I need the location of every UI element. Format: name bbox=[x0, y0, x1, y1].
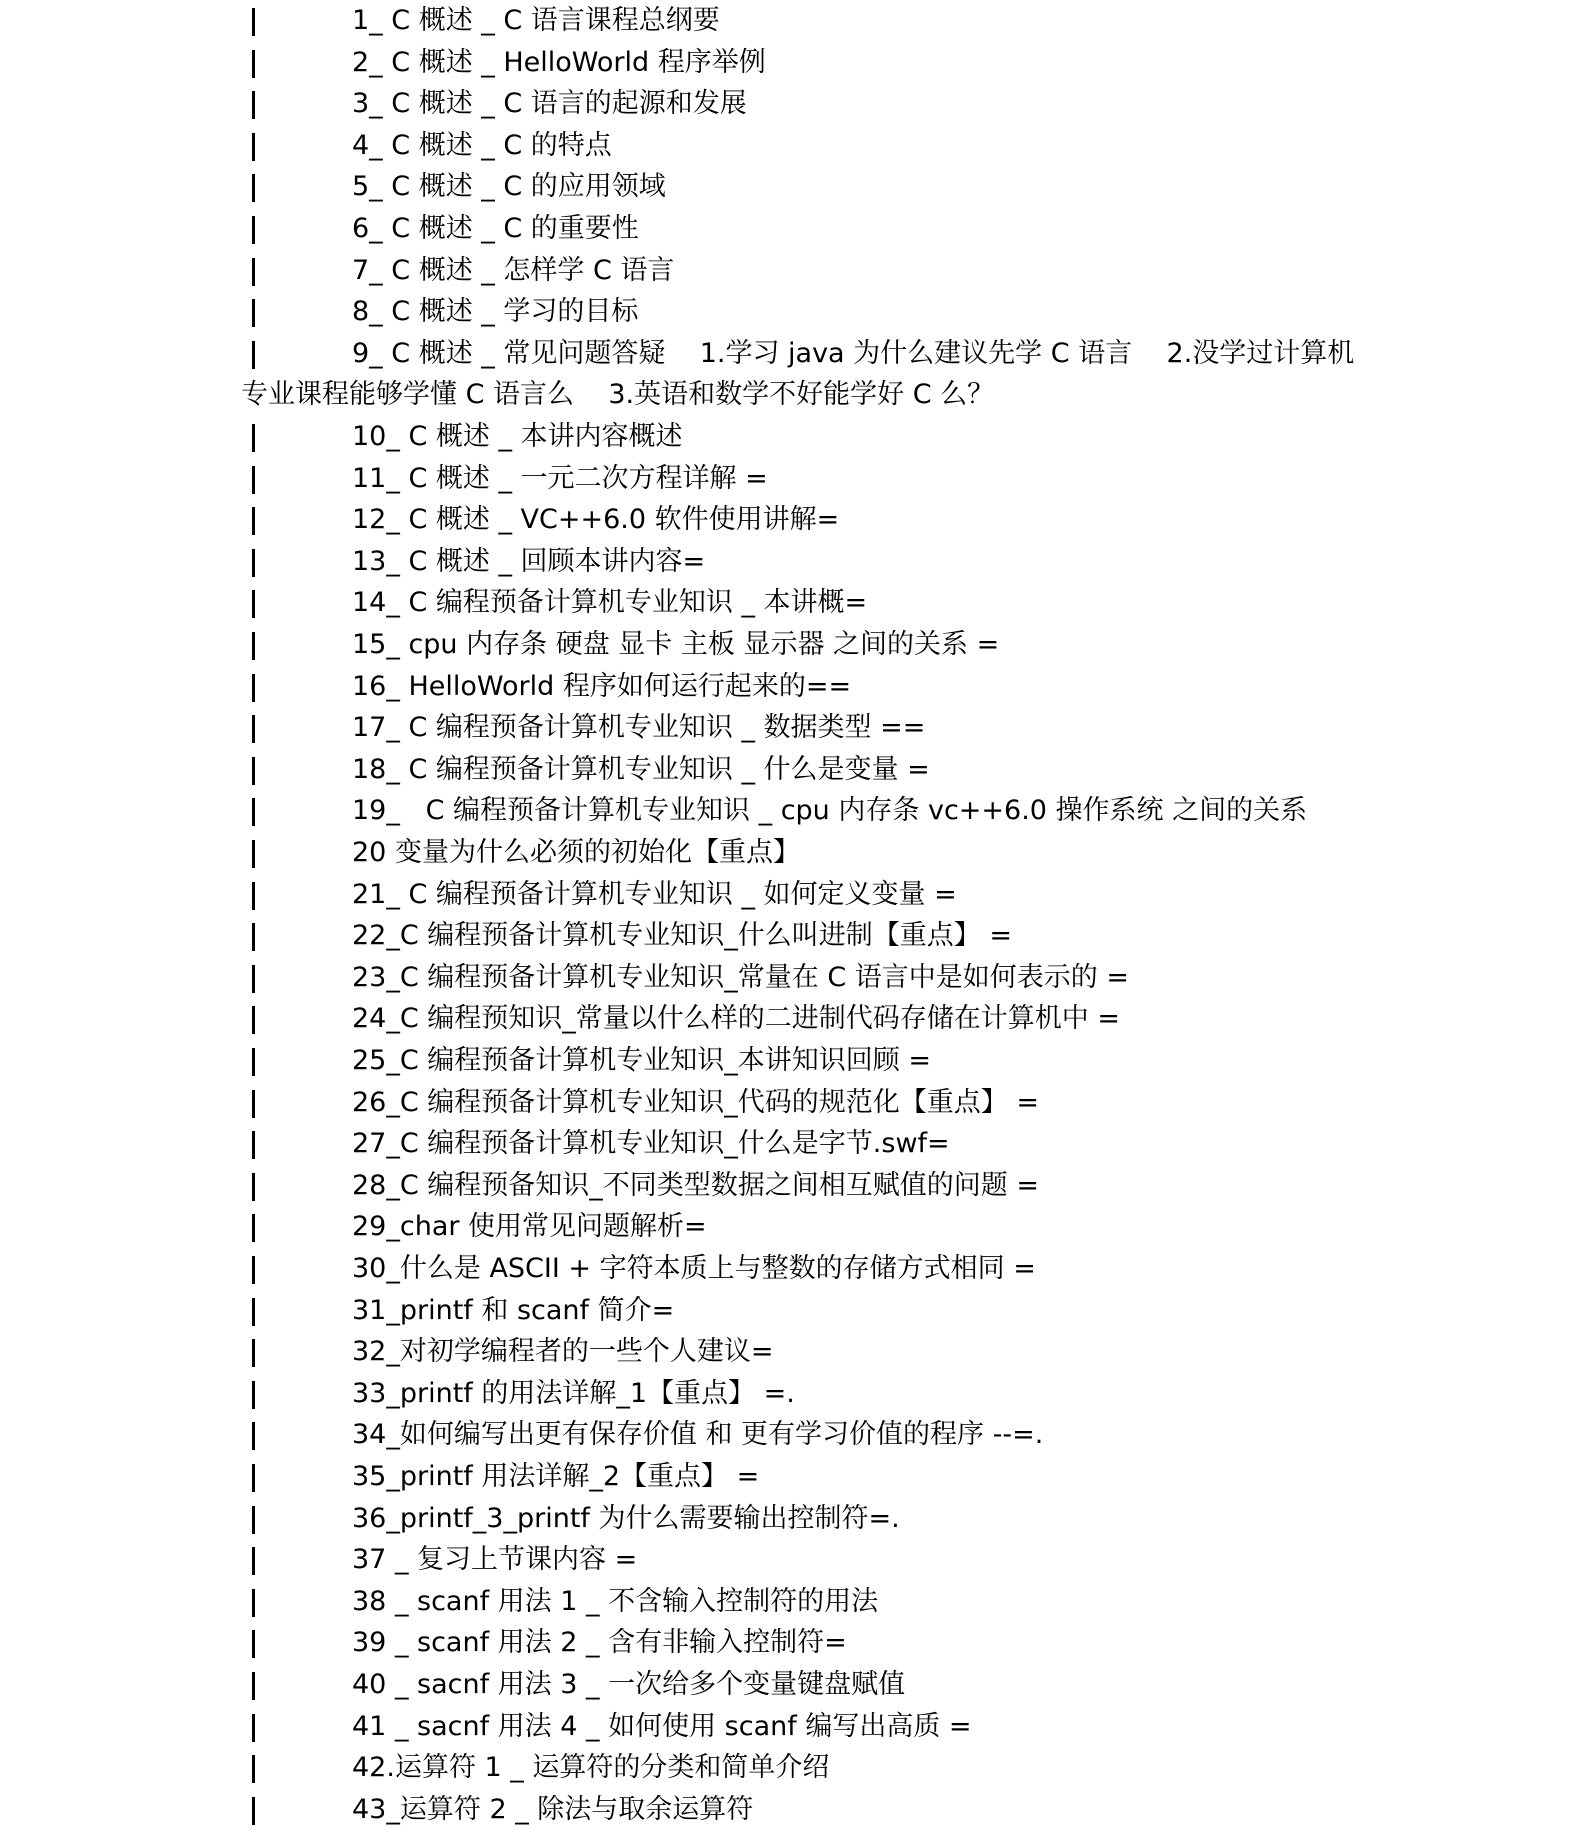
entry-text: 24_C 编程预知识_常量以什么样的二进制代码存储在计算机中 = bbox=[352, 1003, 1120, 1035]
list-item bbox=[0, 874, 1587, 916]
entry-text: 11_ C 概述 _ 一元二次方程详解 = bbox=[352, 462, 768, 494]
entry-text: 12_ C 概述 _ VC++6.0 软件使用讲解= bbox=[352, 504, 840, 536]
entry-text: 34_如何编写出更有保存价值 和 更有学习价值的程序 --=. bbox=[352, 1419, 1044, 1451]
list-item bbox=[0, 749, 1587, 791]
list-item bbox=[0, 1789, 1587, 1831]
entry-text: 29_char 使用常见问题解析= bbox=[352, 1211, 707, 1243]
list-item bbox=[0, 915, 1587, 957]
tree-line bbox=[252, 1589, 255, 1617]
list-item bbox=[0, 707, 1587, 749]
tree-line bbox=[252, 1797, 255, 1825]
list-item bbox=[0, 1331, 1587, 1373]
entry-text: 7_ C 概述 _ 怎样学 C 语言 bbox=[352, 254, 675, 286]
list-item bbox=[0, 499, 1587, 541]
tree-line bbox=[252, 341, 255, 369]
tree-line bbox=[252, 965, 255, 993]
list-item bbox=[0, 998, 1587, 1040]
tree-line bbox=[252, 1547, 255, 1575]
entry-text: 38 _ scanf 用法 1 _ 不含输入控制符的用法 bbox=[352, 1585, 879, 1617]
entry-text: 4_ C 概述 _ C 的特点 bbox=[352, 129, 612, 161]
entry-text: 13_ C 概述 _ 回顾本讲内容= bbox=[352, 545, 706, 577]
tree-line bbox=[252, 1090, 255, 1118]
tree-line bbox=[252, 1048, 255, 1076]
list-item bbox=[0, 83, 1587, 125]
tree-line bbox=[252, 91, 255, 119]
list-item bbox=[0, 125, 1587, 167]
tree-line bbox=[252, 1672, 255, 1700]
entry-text: 32_对初学编程者的一些个人建议= bbox=[352, 1336, 774, 1368]
entry-text: 28_C 编程预备知识_不同类型数据之间相互赋值的问题 = bbox=[352, 1169, 1039, 1201]
list-item bbox=[0, 1040, 1587, 1082]
list-item bbox=[0, 1706, 1587, 1748]
tree-line bbox=[252, 549, 255, 577]
entry-text: 42.运算符 1 _ 运算符的分类和简单介绍 bbox=[352, 1752, 830, 1784]
tree-line bbox=[252, 1381, 255, 1409]
tree-line bbox=[252, 923, 255, 951]
entry-text: 31_printf 和 scanf 简介= bbox=[352, 1294, 675, 1326]
list-item bbox=[0, 42, 1587, 84]
tree-line bbox=[252, 715, 255, 743]
list-item bbox=[0, 1539, 1587, 1581]
entry-text: 41 _ sacnf 用法 4 _ 如何使用 scanf 编写出高质 = bbox=[352, 1710, 972, 1742]
tree-line bbox=[252, 632, 255, 660]
tree-line bbox=[252, 133, 255, 161]
tree-line bbox=[252, 216, 255, 244]
entry-text: 33_printf 的用法详解_1【重点】 =. bbox=[352, 1377, 795, 1409]
entry-text: 23_C 编程预备计算机专业知识_常量在 C 语言中是如何表示的 = bbox=[352, 961, 1130, 993]
entry-text: 43_运算符 2 _ 除法与取余运算符 bbox=[352, 1793, 754, 1825]
list-item bbox=[0, 624, 1587, 666]
list-item bbox=[0, 1373, 1587, 1415]
entry-text: 2_ C 概述 _ HelloWorld 程序举例 bbox=[352, 46, 766, 78]
tree-line bbox=[252, 299, 255, 327]
list-item bbox=[0, 1581, 1587, 1623]
list-item bbox=[0, 1498, 1587, 1540]
entry-text: 22_C 编程预备计算机专业知识_什么叫进制【重点】 = bbox=[352, 920, 1012, 952]
entry-text: 30_什么是 ASCII + 字符本质上与整数的存储方式相同 = bbox=[352, 1253, 1036, 1284]
tree-line bbox=[252, 258, 255, 286]
tree-line bbox=[252, 174, 255, 202]
tree-line bbox=[252, 1630, 255, 1658]
tree-line bbox=[252, 1339, 255, 1367]
entry-text: 8_ C 概述 _ 学习的目标 bbox=[352, 296, 639, 328]
tree-line bbox=[252, 757, 255, 785]
entry-text: 19_ C 编程预备计算机专业知识 _ cpu 内存条 vc++6.0 操作系统 之间的关系 bbox=[352, 795, 1308, 827]
entry-text: 16_ HelloWorld 程序如何运行起来的== bbox=[352, 670, 852, 702]
tree-line bbox=[252, 882, 255, 910]
entry-text: 27_C 编程预备计算机专业知识_什么是字节.swf= bbox=[352, 1128, 950, 1160]
list-item bbox=[0, 1664, 1587, 1706]
tree-line bbox=[252, 424, 255, 452]
tree-line bbox=[252, 1256, 255, 1284]
tree-line bbox=[252, 1298, 255, 1326]
list-item bbox=[0, 166, 1587, 208]
tree-line bbox=[252, 1006, 255, 1034]
entry-text: 35_printf 用法详解_2【重点】 = bbox=[352, 1461, 760, 1492]
list-item bbox=[0, 250, 1587, 292]
entry-text: 6_ C 概述 _ C 的重要性 bbox=[352, 213, 639, 244]
list-item bbox=[0, 458, 1587, 500]
tree-line bbox=[252, 1422, 255, 1450]
tree-line bbox=[252, 1173, 255, 1201]
tree-line bbox=[252, 1464, 255, 1492]
list-item bbox=[0, 666, 1587, 708]
tree-line bbox=[252, 466, 255, 494]
tree-line bbox=[252, 798, 255, 826]
entry-text: 10_ C 概述 _ 本讲内容概述 bbox=[352, 421, 683, 452]
entry-text: 36_printf_3_printf 为什么需要输出控制符=. bbox=[352, 1502, 900, 1534]
list-item bbox=[0, 208, 1587, 250]
tree-line bbox=[252, 1131, 255, 1159]
list-item bbox=[0, 1290, 1587, 1332]
list-item bbox=[0, 1456, 1587, 1498]
tree-line bbox=[252, 8, 255, 36]
tree-line bbox=[252, 840, 255, 868]
tree-line bbox=[252, 50, 255, 78]
list-item bbox=[0, 582, 1587, 624]
list-item bbox=[0, 957, 1587, 999]
entry-text: 5_ C 概述 _ C 的应用领域 bbox=[352, 171, 666, 203]
list-item bbox=[0, 790, 1587, 832]
list-item bbox=[0, 1123, 1587, 1165]
tree-line bbox=[252, 674, 255, 702]
entry-text: 15_ cpu 内存条 硬盘 显卡 主板 显示器 之间的关系 = bbox=[352, 629, 1000, 660]
entry-text: 1_ C 概述 _ C 语言课程总纲要 bbox=[352, 5, 720, 36]
tree-line bbox=[252, 1214, 255, 1242]
entry-text: 17_ C 编程预备计算机专业知识 _ 数据类型 == bbox=[352, 712, 926, 744]
entry-text-continuation: 专业课程能够学懂 C 语言么 3.英语和数学不好能学好 C 么？ bbox=[241, 379, 995, 411]
list-item bbox=[0, 1082, 1587, 1124]
tree-line bbox=[252, 507, 255, 535]
list-item bbox=[0, 416, 1587, 458]
entry-text: 37 _ 复习上节课内容 = bbox=[352, 1544, 638, 1576]
list-item bbox=[0, 1248, 1587, 1290]
entry-text: 9_ C 概述 _ 常见问题答疑 1.学习 java 为什么建议先学 C 语言 2.没学过计算机 bbox=[352, 337, 1355, 369]
list-item bbox=[0, 1747, 1587, 1789]
list-item bbox=[0, 1165, 1587, 1207]
entry-text: 25_C 编程预备计算机专业知识_本讲知识回顾 = bbox=[352, 1045, 931, 1076]
entry-text: 26_C 编程预备计算机专业知识_代码的规范化【重点】 = bbox=[352, 1086, 1039, 1118]
list-item bbox=[0, 0, 1587, 42]
list-item bbox=[0, 1206, 1587, 1248]
tree-line bbox=[252, 1714, 255, 1742]
entry-text: 21_ C 编程预备计算机专业知识 _ 如何定义变量 = bbox=[352, 878, 957, 910]
list-item bbox=[0, 1414, 1587, 1456]
entry-text: 20 变量为什么必须的初始化【重点】 bbox=[352, 837, 800, 868]
list-item bbox=[0, 291, 1587, 333]
list-item bbox=[0, 333, 1587, 375]
entry-text: 18_ C 编程预备计算机专业知识 _ 什么是变量 = bbox=[352, 753, 930, 785]
entry-text: 14_ C 编程预备计算机专业知识 _ 本讲概= bbox=[352, 587, 868, 619]
list-item-continuation bbox=[0, 374, 1587, 416]
entry-text: 3_ C 概述 _ C 语言的起源和发展 bbox=[352, 88, 747, 120]
tree-line bbox=[252, 590, 255, 618]
list-item bbox=[0, 541, 1587, 583]
tree-line bbox=[252, 1755, 255, 1783]
tree-line bbox=[252, 1506, 255, 1534]
entry-text: 40 _ sacnf 用法 3 _ 一次给多个变量键盘赋值 bbox=[352, 1669, 906, 1700]
entry-text: 39 _ scanf 用法 2 _ 含有非输入控制符= bbox=[352, 1627, 847, 1659]
list-item bbox=[0, 832, 1587, 874]
list-item bbox=[0, 1622, 1587, 1664]
